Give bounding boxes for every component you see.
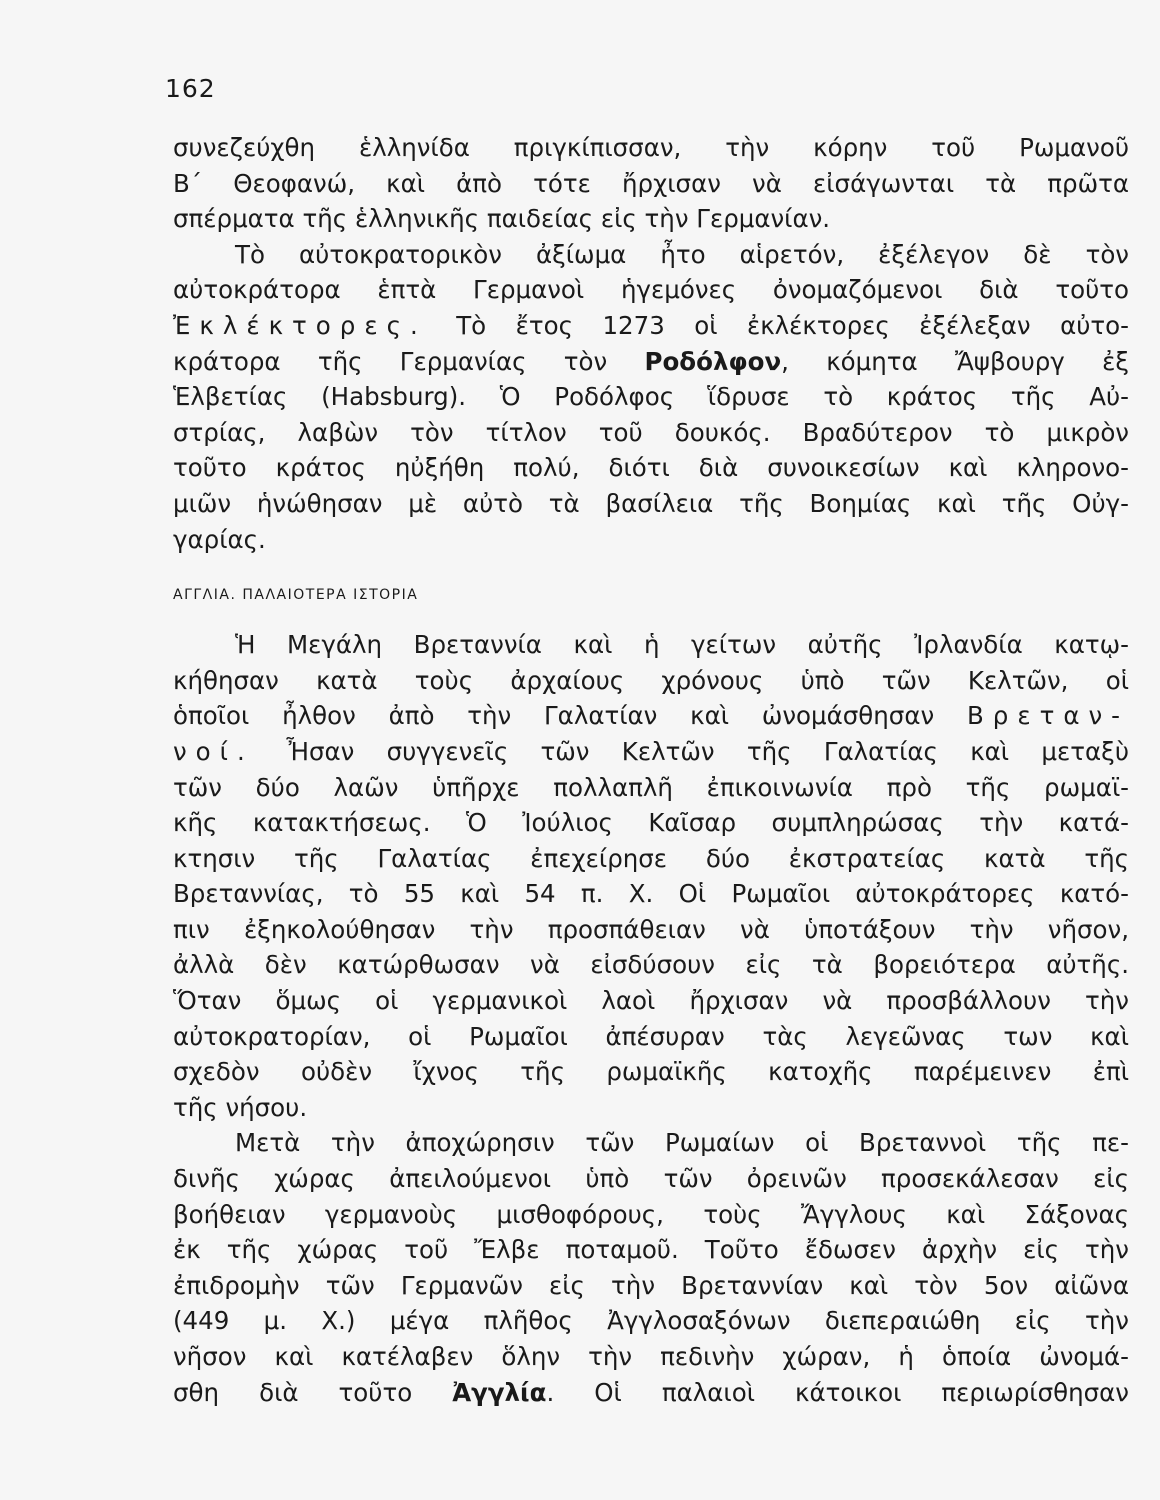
section-heading: ΑΓΓΛΙΑ. ΠΑΛΑΙΟΤΕΡΑ ΙΣΤΟΡΙΑ <box>173 587 419 604</box>
text-line: πιν ἐξηκολούθησαν τὴν προσπάθειαν νὰ ὑποτάξουν τὴν νῆσον, <box>173 914 1129 944</box>
text-line <box>173 698 1129 734</box>
text-line: τῆς νήσου. <box>173 1092 308 1122</box>
text-line: σχεδὸν οὐδὲν ἴχνος τῆς ρωμαϊκῆς κατοχῆς παρέμεινεν ἐπὶ <box>173 1057 1129 1087</box>
spaced-term: Βρεταν- <box>966 701 1129 731</box>
spaced-term: νοί. <box>173 736 254 766</box>
text-line: Ἡ Μεγάλη Βρεταννία καὶ ἡ γείτων αὐτῆς Ἰρλανδία κατῳ- <box>235 630 1129 660</box>
text-line <box>173 308 1129 344</box>
text-line: κήθησαν κατὰ τοὺς ἀρχαίους χρόνους ὑπὸ τῶν Κελτῶν, οἱ <box>173 665 1129 695</box>
text-line: αὐτοκράτορα ἑπτὰ Γερμανοὶ ἡγεμόνες ὀνομαζόμενοι διὰ τοῦτο <box>173 275 1129 305</box>
text-line <box>173 344 1129 380</box>
bold-term: Ἀγγλία <box>452 1377 547 1407</box>
text-line: Μετὰ τὴν ἀποχώρησιν τῶν Ρωμαίων οἱ Βρεταννοὶ τῆς πε- <box>235 1128 1129 1158</box>
text-fragment: Τὸ ἔτος 1273 οἱ ἐκλέκτορες ἐξέλεξαν αὐτο- <box>426 310 1129 340</box>
text-line: ἐκ τῆς χώρας τοῦ Ἔλβε ποταμοῦ. Τοῦτο ἔδωσεν ἀρχὴν εἰς τὴν <box>173 1235 1129 1265</box>
text-line: Ἑλβετίας (Habsburg). Ὁ Ροδόλφος ἵδρυσε τὸ κράτος τῆς Αὐ- <box>173 382 1129 412</box>
text-line <box>173 1375 1129 1411</box>
text-line: βοήθειαν γερμανοὺς μισθοφόρους, τοὺς Ἄγγλους καὶ Σάξονας <box>173 1199 1129 1229</box>
text-line: Τὸ αὐτοκρατορικὸν ἀξίωμα ἦτο αἱρετόν, ἐξέλεγον δὲ τὸν <box>235 239 1129 269</box>
text-line: τοῦτο κράτος ηὐξήθη πολύ, διότι διὰ συνοικεσίων καὶ κληρονο- <box>173 453 1129 483</box>
text-line: τῶν δύο λαῶν ὑπῆρχε πολλαπλῆ ἐπικοινωνία πρὸ τῆς ρωμαϊ- <box>173 772 1129 802</box>
text-line: ἐπιδρομὴν τῶν Γερμανῶν εἰς τὴν Βρεταννίαν καὶ τὸν 5ον αἰῶνα <box>173 1270 1129 1300</box>
text-fragment: Ἦσαν συγγενεῖς τῶν Κελτῶν τῆς Γαλατίας καὶ μεταξὺ <box>253 736 1129 766</box>
text-fragment: ὁποῖοι ἦλθον ἀπὸ τὴν Γαλατίαν καὶ ὠνομάσθησαν <box>173 701 967 731</box>
text-line: Ὅταν ὅμως οἱ γερμανικοὶ λαοὶ ἤρχισαν νὰ προσβάλλουν τὴν <box>173 986 1129 1016</box>
text-line: κτησιν τῆς Γαλατίας ἐπεχείρησε δύο ἐκστρατείας κατὰ τῆς <box>173 843 1129 873</box>
text-line: συνεζεύχθη ἑλληνίδα πριγκίπισσαν, τὴν κόρην τοῦ Ρωμανοῦ <box>173 133 1129 162</box>
text-line: (449 μ. Χ.) μέγα πλῆθος Ἀγγλοσαξόνων διεπεραιώθη εἰς τὴν <box>173 1306 1129 1336</box>
text-line: γαρίας. <box>173 524 266 554</box>
text-line: δινῆς χώρας ἀπειλούμενοι ὑπὸ τῶν ὀρεινῶν προσεκάλεσαν εἰς <box>173 1164 1129 1194</box>
text-fragment: σθη διὰ τοῦτο <box>173 1377 453 1407</box>
text-line: ἀλλὰ δὲν κατώρθωσαν νὰ εἰσδύσουν εἰς τὰ βορειότερα αὐτῆς. <box>173 950 1129 980</box>
text-line: στρίας, λαβὼν τὸν τίτλον τοῦ δουκός. Βραδύτερον τὸ μικρὸν <box>173 417 1129 447</box>
text-line: νῆσον καὶ κατέλαβεν ὅλην τὴν πεδινὴν χώραν, ἡ ὁποία ὠνομά- <box>173 1342 1129 1371</box>
text-fragment: κράτορα τῆς Γερμανίας τὸν <box>173 346 645 376</box>
spaced-term: Ἐκλέκτορες. <box>173 310 427 340</box>
page-body <box>173 130 1129 1410</box>
text-line <box>173 734 1129 770</box>
text-fragment: . Οἱ παλαιοὶ κάτοικοι περιωρίσθησαν <box>546 1377 1129 1407</box>
text-fragment: , κόμητα Ἄψβουργ ἐξ <box>781 346 1129 376</box>
text-line: αὐτοκρατορίαν, οἱ Ρωμαῖοι ἀπέσυραν τὰς λεγεῶνας των καὶ <box>173 1021 1129 1051</box>
text-line: μιῶν ἡνώθησαν μὲ αὐτὸ τὰ βασίλεια τῆς Βοημίας καὶ τῆς Οὐγ- <box>173 488 1129 518</box>
text-line: κῆς κατακτήσεως. Ὁ Ἰούλιος Καῖσαρ συμπληρώσας τὴν κατά- <box>173 808 1129 838</box>
page-number: 162 <box>165 74 216 103</box>
text-line: Β΄ Θεοφανώ, καὶ ἀπὸ τότε ἤρχισαν νὰ εἰσάγωνται τὰ πρῶτα <box>173 168 1129 198</box>
text-line: Βρεταννίας, τὸ 55 καὶ 54 π. Χ. Οἱ Ρωμαῖοι αὐτοκράτορες κατό- <box>173 879 1129 909</box>
text-line: σπέρματα τῆς ἑλληνικῆς παιδείας εἰς τὴν Γερμανίαν. <box>173 204 831 234</box>
bold-term: Ροδόλφον <box>644 346 782 376</box>
